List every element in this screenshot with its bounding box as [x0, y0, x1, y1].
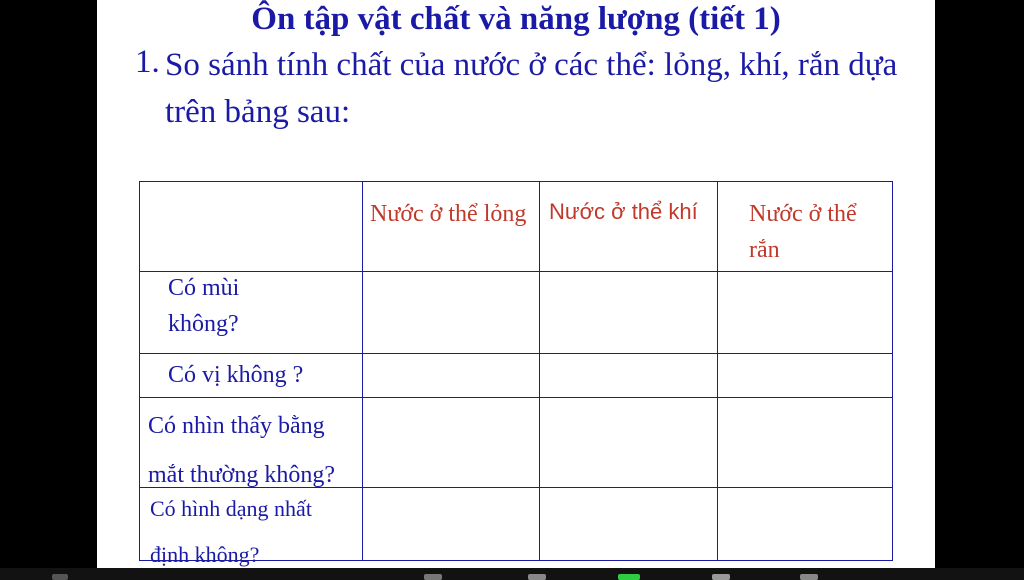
- slide: [97, 0, 935, 568]
- row-label-smell: Có mùi không?: [168, 275, 240, 337]
- taskbar-app-icon[interactable]: [424, 574, 442, 580]
- question-text: So sánh tính chất của nước ở các thể: lỏng, khí, rắn dựa trên bảng sau:: [165, 47, 898, 130]
- row-label-visible: Có nhìn thấy bằng mắt thường không?: [148, 413, 336, 488]
- taskbar-app-icon[interactable]: [800, 574, 818, 580]
- header-liquid: Nước ở thể lỏng: [370, 201, 527, 227]
- header-gas: Nước ở thể khí: [549, 199, 698, 224]
- header-solid: Nước ở thể rắn: [749, 201, 857, 263]
- taskbar: [0, 568, 1024, 580]
- taskbar-app-icon[interactable]: [528, 574, 546, 580]
- question-number: 1.: [135, 44, 160, 80]
- taskbar-app-icon[interactable]: [712, 574, 730, 580]
- comparison-table: [139, 181, 893, 567]
- row-label-shape: Có hình dạng nhất định không?: [150, 496, 312, 567]
- taskbar-app-icon[interactable]: [52, 574, 68, 580]
- taskbar-app-icon[interactable]: [618, 574, 640, 580]
- row-label-taste: Có vị không ?: [168, 362, 304, 388]
- slide-title: Ôn tập vật chất và năng lượng (tiết 1): [251, 1, 781, 37]
